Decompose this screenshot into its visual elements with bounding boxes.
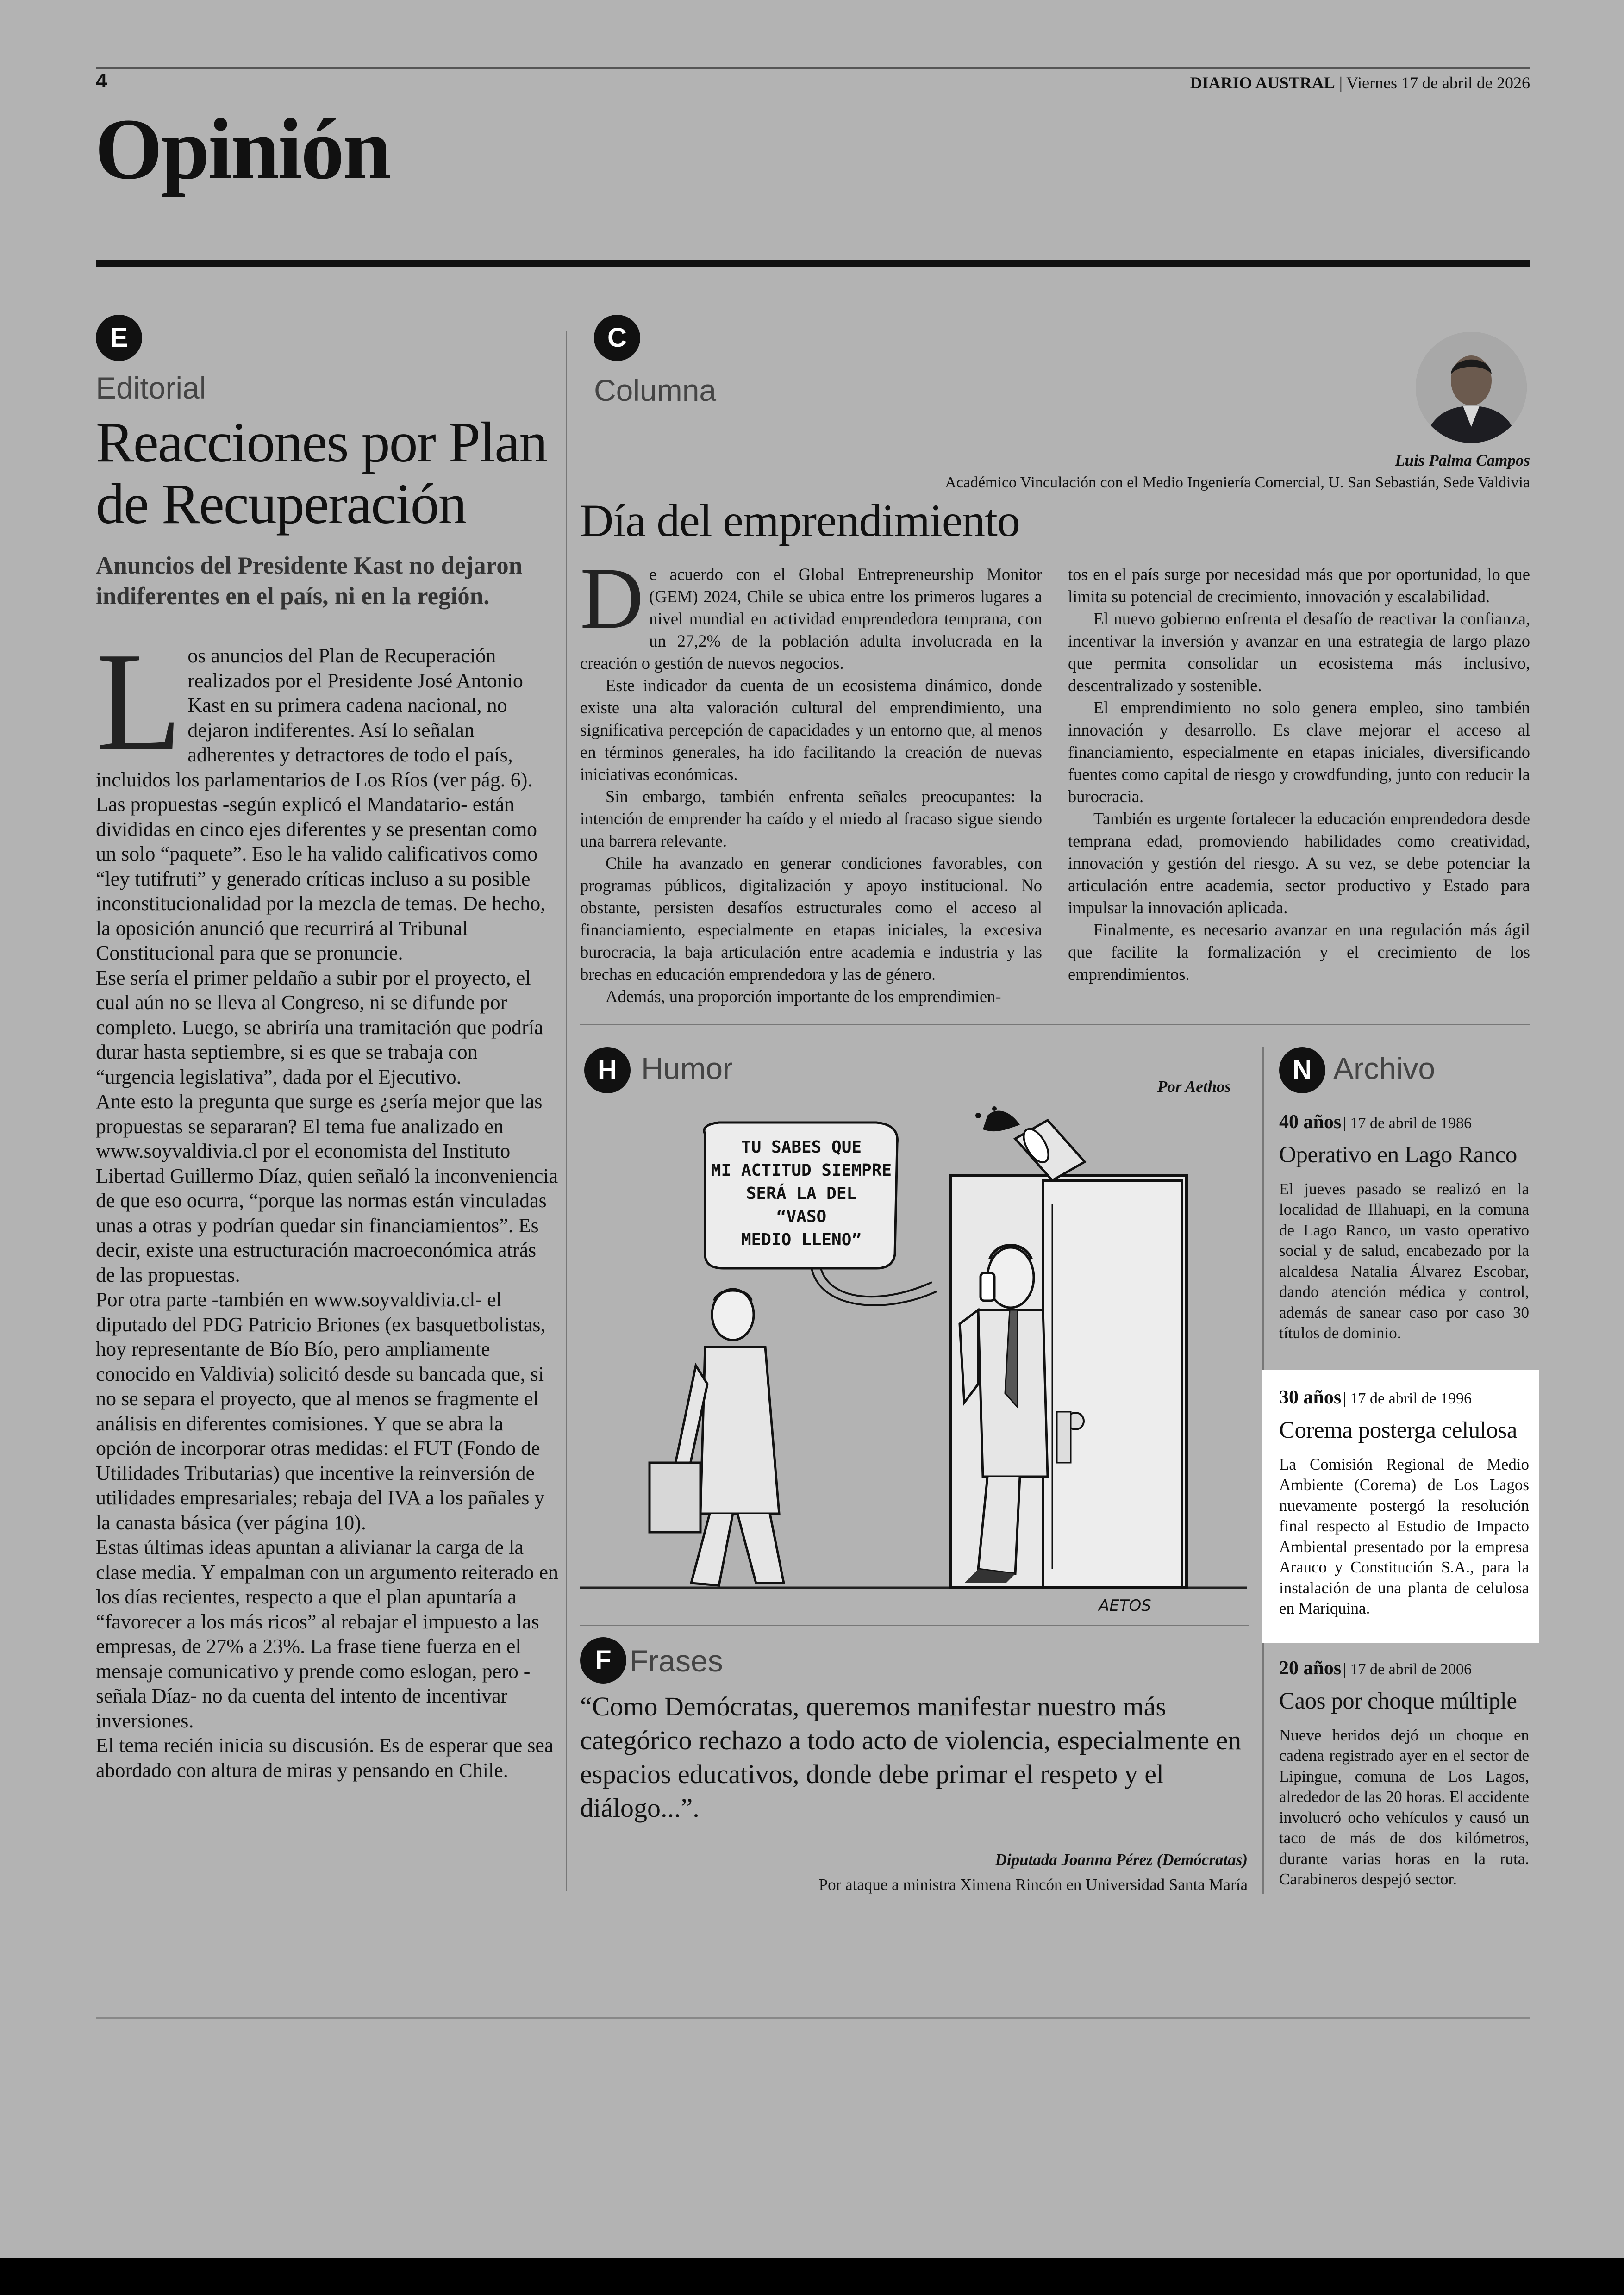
archive-years: 20 años	[1279, 1658, 1342, 1679]
cartoon-signature: AETOS	[1099, 1597, 1151, 1615]
bubble-line: TU SABES QUE	[741, 1138, 862, 1157]
editorial-paragraph: El tema recién inicia su discusión. Es de esperar que sea abordado con altura de miras y pensando en Chile.	[96, 1734, 554, 1782]
archive-item	[1279, 1657, 1529, 1890]
frases-badge: F	[580, 1637, 626, 1684]
archive-title: Caos por choque múltiple	[1279, 1688, 1517, 1714]
archive-item	[1279, 1386, 1529, 1619]
frases-kicker: Frases	[630, 1644, 723, 1678]
column-text-left	[580, 550, 1042, 1008]
column-paragraph: Este indicador da cuenta de un ecosistema dinámico, donde existe una alta valoración cultural del emprendimiento, una significativa percepción de capacidades y un entorno que, al menos en términos generales, ha ido facilitando la creación de nuevas iniciativas económicas.	[580, 676, 1042, 784]
column-dropcap: D	[580, 550, 644, 647]
editorial-headline: Reacciones por Plan de Recuperación	[96, 411, 547, 536]
archive-date: | 17 de abril de 1996	[1343, 1390, 1472, 1407]
masthead-paper: DIARIO AUSTRAL	[1190, 74, 1335, 92]
column-divider	[566, 331, 567, 1891]
column-bottom-rule	[580, 1024, 1530, 1025]
column-paragraph: El nuevo gobierno enfrenta el desafío de reactivar la confianza, incentivar la inversión y avanzar en una estrategia de largo plazo que permita consolidar un ecosistema más inclusivo, descentralizado y sostenible.	[1068, 609, 1530, 695]
archive-date: | 17 de abril de 1986	[1343, 1115, 1472, 1132]
frases-quote: “Como Demócratas, queremos manifestar nuestro más categórico rechazo a todo acto de violencia, especialmente en espacios educativos, donde debe primar el respeto y el diálogo...”.	[580, 1691, 1242, 1823]
column-badge: C	[594, 315, 640, 361]
archive-years: 40 años	[1279, 1111, 1342, 1133]
archive-title: Operativo en Lago Ranco	[1279, 1142, 1517, 1168]
archive-date: | 17 de abril de 2006	[1343, 1661, 1472, 1678]
masthead	[1190, 73, 1530, 93]
bubble-line: “VASO	[776, 1207, 827, 1226]
editorial-kicker: Editorial	[96, 371, 206, 405]
column-text-right	[1068, 563, 1530, 985]
column-paragraph: También es urgente fortalecer la educación emprendedora desde temprana edad, promoviendo habilidades como creatividad, innovación y gestión del riesgo. A su vez, se debe potenciar la articulación entre academia, sector productivo y Estado para impulsar la innovación aplicada.	[1068, 809, 1530, 917]
column-paragraph: tos en el país surge por necesidad más que por oportunidad, lo que limita su potencial de crecimiento, innovación y escalabilidad.	[1068, 565, 1530, 606]
archive-badge: N	[1279, 1047, 1325, 1093]
column-paragraph: Sin embargo, también enfrenta señales preocupantes: la intención de emprender ha caído y el miedo al fracaso sigue siendo una barrera relevante.	[580, 787, 1042, 850]
humor-bottom-rule	[580, 1625, 1249, 1626]
archive-item	[1279, 1111, 1529, 1344]
editorial-body	[96, 623, 559, 1783]
frases-source: Diputada Joanna Pérez (Demócratas)	[995, 1851, 1248, 1869]
section-title: Opinión	[95, 100, 390, 197]
editorial-badge: E	[96, 315, 142, 361]
archive-kicker: Archivo	[1333, 1051, 1436, 1085]
top-rule	[96, 67, 1530, 69]
bubble-line: MEDIO LLENO”	[741, 1230, 862, 1249]
bubble-line: MI ACTITUD SIEMPRE	[711, 1161, 892, 1180]
editorial-paragraph: Las propuestas -según explicó el Mandatario- están divididas en cinco ejes diferentes y se presentan como un solo “paquete”. Eso le ha valido calificativos como “ley tutifruti” y generado críticas incluso a su posible inconstitucionalidad por la mezcla de temas. De hecho, la oposición anunció que recurrirá al Tribunal Constitucional para que se pronuncie.	[96, 793, 546, 964]
editorial-paragraph: Ese sería el primer peldaño a subir por el proyecto, el cual aún no se lleva al Congreso, ni se difunde por completo. Luego, se abriría una tramitación que podría durar hasta septiembre, si es que se trabaja con “urgencia legislativa”, dada por el Ejecutivo.	[96, 966, 543, 1088]
editorial-paragraph: Ante esto la pregunta que surge es ¿sería mejor que las propuestas se separaran? El tema fue analizado en www.soyvaldivia.cl por el economista del Instituto Libertad Guillermo Díaz, quien señaló la inconveniencia de que eso ocurra, “porque las normas están vinculadas unas a otras y podrían quedar sin financiamientos”. Es decir, existe una estructuración macroeconómica atrás de las propuestas.	[96, 1090, 558, 1286]
editorial-paragraph: Los anuncios del Plan de Recuperación realizados por el Presidente José Antonio Kast en su primera cadena nacional, no dejaron indiferentes. Así lo señalan adherentes y detractores de todo el país, incluidos los parlamentarios de Los Ríos (ver pág. 6).	[96, 623, 533, 791]
editorial-paragraph: Por otra parte -también en www.soyvaldivia.cl- el diputado del PDG Patricio Briones (ex basquetbolistas, hoy representante de Bío Bío, pero ampliamente conocido en Valdivia) solicitó desde su bancada que, si no se separa el proyecto, que al menos se fragmente el análisis en diferentes comisiones. Y que se abra la opción de incorporar otras medidas: el FUT (Fondo de Utilidades Tributarias) que incentive la reinversión de utilidades empresariales; rebaja del IVA a los pañales y la canasta básica (ver página 10).	[96, 1288, 546, 1534]
humor-credit: Por Aethos	[1157, 1078, 1231, 1096]
column-author-title: Académico Vinculación con el Medio Ingeniería Comercial, U. San Sebastián, Sede Valdivia	[945, 474, 1530, 491]
author-photo	[1416, 332, 1527, 443]
column-paragraph: De acuerdo con el Global Entrepreneurship Monitor (GEM) 2024, Chile se ubica entre los primeros lugares a nivel mundial en actividad emprendedora temprana, con un 27,2% de la población adulta involucrada en la creación o gestión de nuevos negocios.	[580, 550, 1042, 673]
archive-body: La Comisión Regional de Medio Ambiente (Corema) de Los Lagos nuevamente postergó la resolución final respecto al Estudio de Impacto Ambiental presentado por la empresa Arauco y Constitución S.A., para la instalación de una planta de celulosa en Mariquina.	[1279, 1455, 1529, 1618]
archive-title: Corema posterga celulosa	[1279, 1417, 1517, 1443]
humor-kicker: Humor	[641, 1051, 733, 1085]
editorial-deck: Anuncios del Presidente Kast no dejaron indiferentes en el país, ni en la región.	[96, 552, 523, 610]
column-paragraph: Chile ha avanzado en generar condiciones favorables, con programas públicos, digitalización y apoyo institucional. No obstante, persisten desafíos estructurales como el acceso al financiamiento, especialmente en etapas iniciales, la excesiva burocracia, la baja articulación entre academia e industria y las brechas en educación emprendedora y las de género.	[580, 854, 1042, 984]
cartoon-drawing	[580, 1106, 1247, 1625]
archive-body: El jueves pasado se realizó en la localidad de Illahuapi, en la comuna de Lago Ranco, un vasto operativo social y de salud, encabezado por la alcaldesa Natalia Álvarez Escobar, dando atención médica y control, además de sanear caso por caso 30 títulos de dominio.	[1279, 1179, 1529, 1342]
editorial-dropcap: L	[96, 623, 182, 780]
humor-badge: H	[584, 1047, 631, 1093]
page-number: 4	[96, 69, 107, 92]
column-paragraph: Además, una proporción importante de los emprendimien-	[606, 987, 1001, 1006]
bottom-rule	[96, 2017, 1530, 2019]
column-paragraph: Finalmente, es necesario avanzar en una regulación más ágil que facilite la formalización y el crecimiento de los emprendimientos.	[1068, 920, 1530, 984]
masthead-date: | Viernes 17 de abril de 2026	[1339, 74, 1530, 92]
column-headline: Día del emprendimiento	[580, 495, 1020, 546]
archive-years: 30 años	[1279, 1387, 1342, 1408]
frases-note: Por ataque a ministra Ximena Rincón en Universidad Santa María	[818, 1876, 1248, 1894]
column-kicker: Columna	[594, 373, 717, 407]
humor-cartoon	[580, 1106, 1247, 1625]
column-paragraph: El emprendimiento no solo genera empleo, sino también innovación y desarrollo. Es clave mejorar el acceso al financiamiento, especialmente en etapas iniciales, diversificando fuentes como capital de riesgo y crowdfunding, junto con reducir la burocracia.	[1068, 698, 1530, 806]
section-rule	[96, 260, 1530, 267]
column-author: Luis Palma Campos	[1395, 451, 1530, 469]
editorial-paragraph: Estas últimas ideas apuntan a alivianar la carga de la clase media. Y empalman con un argumento reiterado en los días recientes, respecto a que el plan apuntaría a “favorecer a los más ricos” al rebajar el impuesto a las empresas, de 27% a 23%. La frase tiene fuerza en el mensaje comunicativo y prende como eslogan, pero -señala Díaz- no da cuenta del intento de incentivar inversiones.	[96, 1536, 558, 1732]
bubble-line: SERÁ LA DEL	[746, 1184, 857, 1203]
archive-body: Nueve heridos dejó un choque en cadena registrado ayer en el sector de Lipingue, comuna de Los Lagos, alrededor de las 20 horas. El accidente involucró ocho vehículos y causó un taco de más de dos kilómetros, durante varias horas en la ruta. Carabineros despejó sector.	[1279, 1726, 1529, 1889]
footer-bar	[0, 2258, 1624, 2295]
